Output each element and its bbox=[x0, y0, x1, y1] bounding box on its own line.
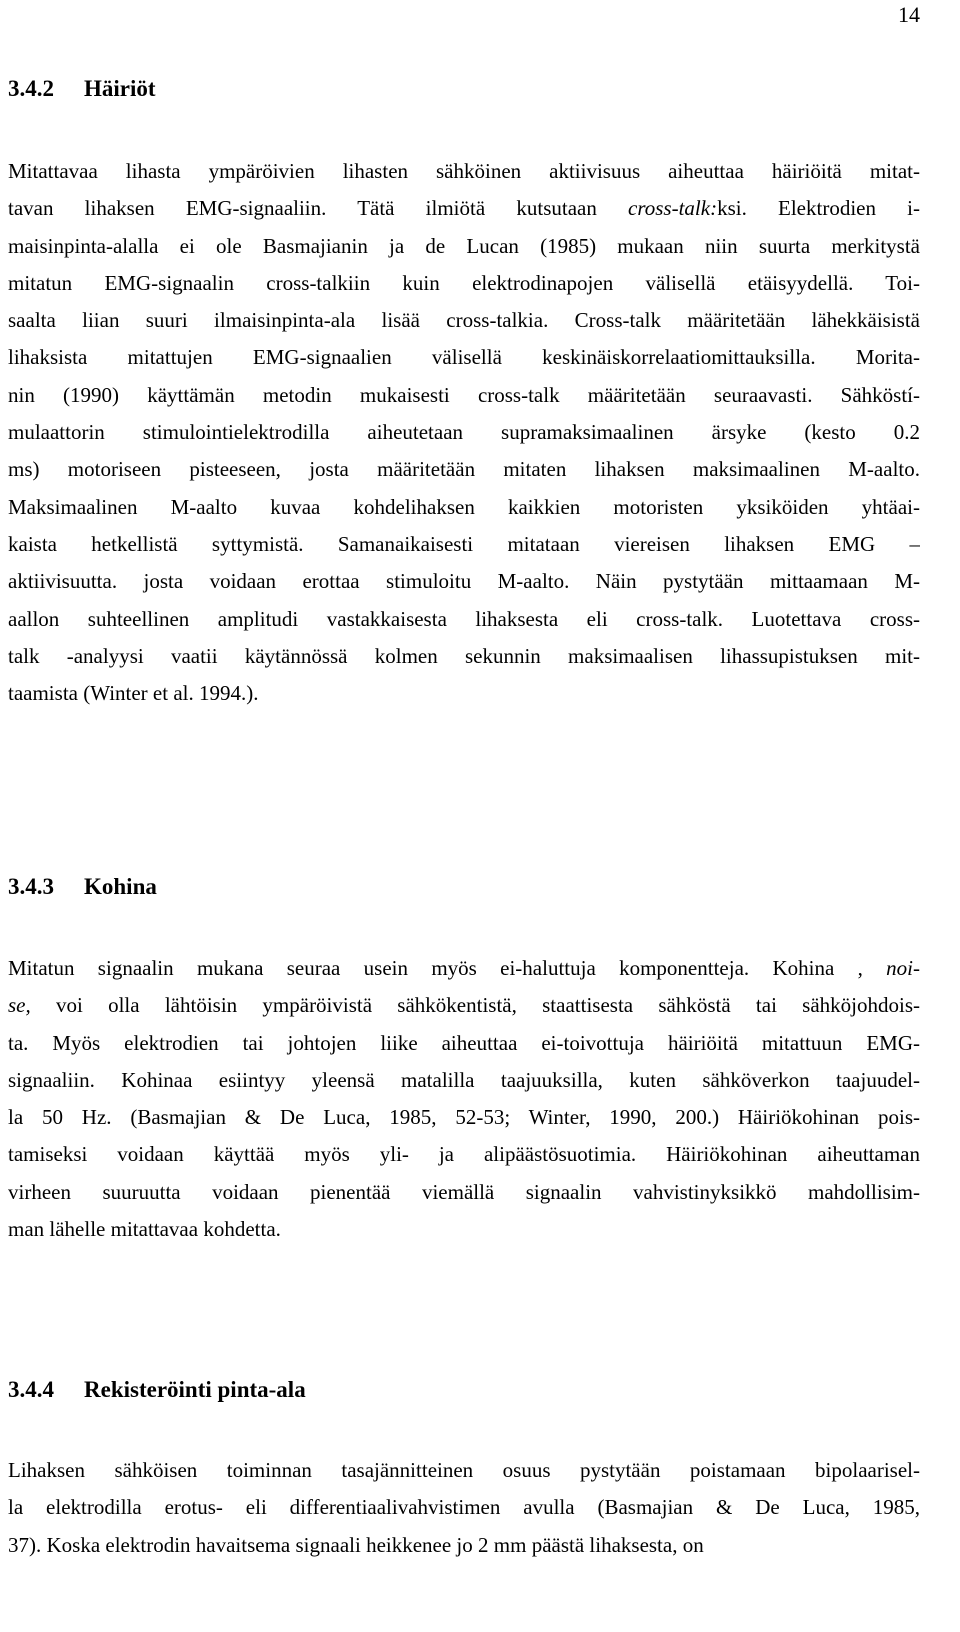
section-title: Häiriöt bbox=[84, 76, 156, 101]
paragraph-hairiot bbox=[8, 153, 920, 712]
section-heading-kohina bbox=[8, 872, 157, 902]
text-line: Mitatun signaalin mukana seuraa usein myös ei-haluttuja komponentteja. Kohina , noi- bbox=[8, 956, 920, 980]
page-number: 14 bbox=[898, 2, 920, 27]
text-line: virheen suuruutta voidaan pienentää viemällä signaalin vahvistinyksikkö mahdollisim- bbox=[8, 1179, 920, 1204]
text-line: taamista (Winter et al. 1994.). bbox=[8, 681, 259, 706]
text-line: Maksimaalinen M-aalto kuvaa kohdelihaksen kaikkien motoristen yksiköiden yhtäai- bbox=[8, 494, 920, 519]
paragraph-rekisterointi bbox=[8, 1452, 920, 1564]
text-line: nin (1990) käyttämän metodin mukaisesti cross-talk määritetään seuraavasti. Sähköstí- bbox=[8, 382, 920, 407]
section-title: Rekisteröinti pinta-ala bbox=[84, 1377, 306, 1402]
text-line: signaaliin. Kohinaa esiintyy yleensä matalilla taajuuksilla, kuten sähköverkon taajuudel- bbox=[8, 1067, 920, 1092]
text-line: saalta liian suuri ilmaisinpinta-ala lisää cross-talkia. Cross-talk määritetään lähekkäisistä bbox=[8, 308, 920, 333]
text-line: ta. Myös elektrodien tai johtojen liike aiheuttaa ei-toivottuja häiriöitä mitattuun EMG- bbox=[8, 1030, 920, 1055]
text-line: maisinpinta-alalla ei ole Basmajianin ja de Lucan (1985) mukaan niin suurta merkitystä bbox=[8, 233, 920, 258]
text-line: Lihaksen sähköisen toiminnan tasajännitteinen osuus pystytään poistamaan bipolaarisel- bbox=[8, 1458, 920, 1482]
text-line: kaista hetkellistä syttymistä. Samanaikaisesti mitataan viereisen lihaksen EMG – bbox=[8, 531, 920, 556]
section-title: Kohina bbox=[84, 874, 157, 899]
text-line: aktiivisuutta. josta voidaan erottaa stimuloitu M-aalto. Näin pystytään mittaamaan M- bbox=[8, 569, 920, 594]
text-line: se, voi olla lähtöisin ympäröivistä sähkökentistä, staattisesta sähköstä tai sähköjohdois- bbox=[8, 993, 920, 1018]
paragraph-kohina bbox=[8, 950, 920, 1248]
text-line: mulaattorin stimulointielektrodilla aiheutetaan supramaksimaalinen ärsyke (kesto 0.2 bbox=[8, 420, 920, 445]
text-line: tavan lihaksen EMG-signaaliin. Tätä ilmiötä kutsutaan cross-talk:ksi. Elektrodien i- bbox=[8, 196, 920, 221]
section-number: 3.4.3 bbox=[8, 874, 54, 899]
text-line: Mitattavaa lihasta ympäröivien lihasten sähköinen aktiivisuus aiheuttaa häiriöitä mitat- bbox=[8, 159, 920, 183]
text-line: tamiseksi voidaan käyttää myös yli- ja alipäästösuotimia. Häiriökohinan aiheuttaman bbox=[8, 1142, 920, 1167]
section-number: 3.4.4 bbox=[8, 1377, 54, 1402]
section-number: 3.4.2 bbox=[8, 76, 54, 101]
text-line: 37). Koska elektrodin havaitsema signaali heikkenee jo 2 mm päästä lihaksesta, on bbox=[8, 1532, 704, 1557]
text-line: la elektrodilla erotus- eli differentiaalivahvistimen avulla (Basmajian & De Luca, 1985, bbox=[8, 1495, 920, 1520]
text-line: la 50 Hz. (Basmajian & De Luca, 1985, 52-53; Winter, 1990, 200.) Häiriökohinan pois- bbox=[8, 1105, 920, 1130]
text-line: mitatun EMG-signaalin cross-talkiin kuin elektrodinapojen välisellä etäisyydellä. Toi- bbox=[8, 270, 920, 295]
text-line: talk -analyysi vaatii käytännössä kolmen sekunnin maksimaalisen lihassupistuksen mit- bbox=[8, 643, 920, 668]
section-heading-hairiot bbox=[8, 74, 156, 104]
text-line: man lähelle mitattavaa kohdetta. bbox=[8, 1217, 281, 1242]
text-line: lihaksista mitattujen EMG-signaalien välisellä keskinäiskorrelaatiomittauksilla. Morita- bbox=[8, 345, 920, 370]
text-line: ms) motoriseen pisteeseen, josta määritetään mitaten lihaksen maksimaalinen M-aalto. bbox=[8, 457, 920, 482]
text-line: aallon suhteellinen amplitudi vastakkaisesta lihaksesta eli cross-talk. Luotettava cross- bbox=[8, 606, 920, 631]
section-heading-rekisterointi bbox=[8, 1375, 306, 1405]
